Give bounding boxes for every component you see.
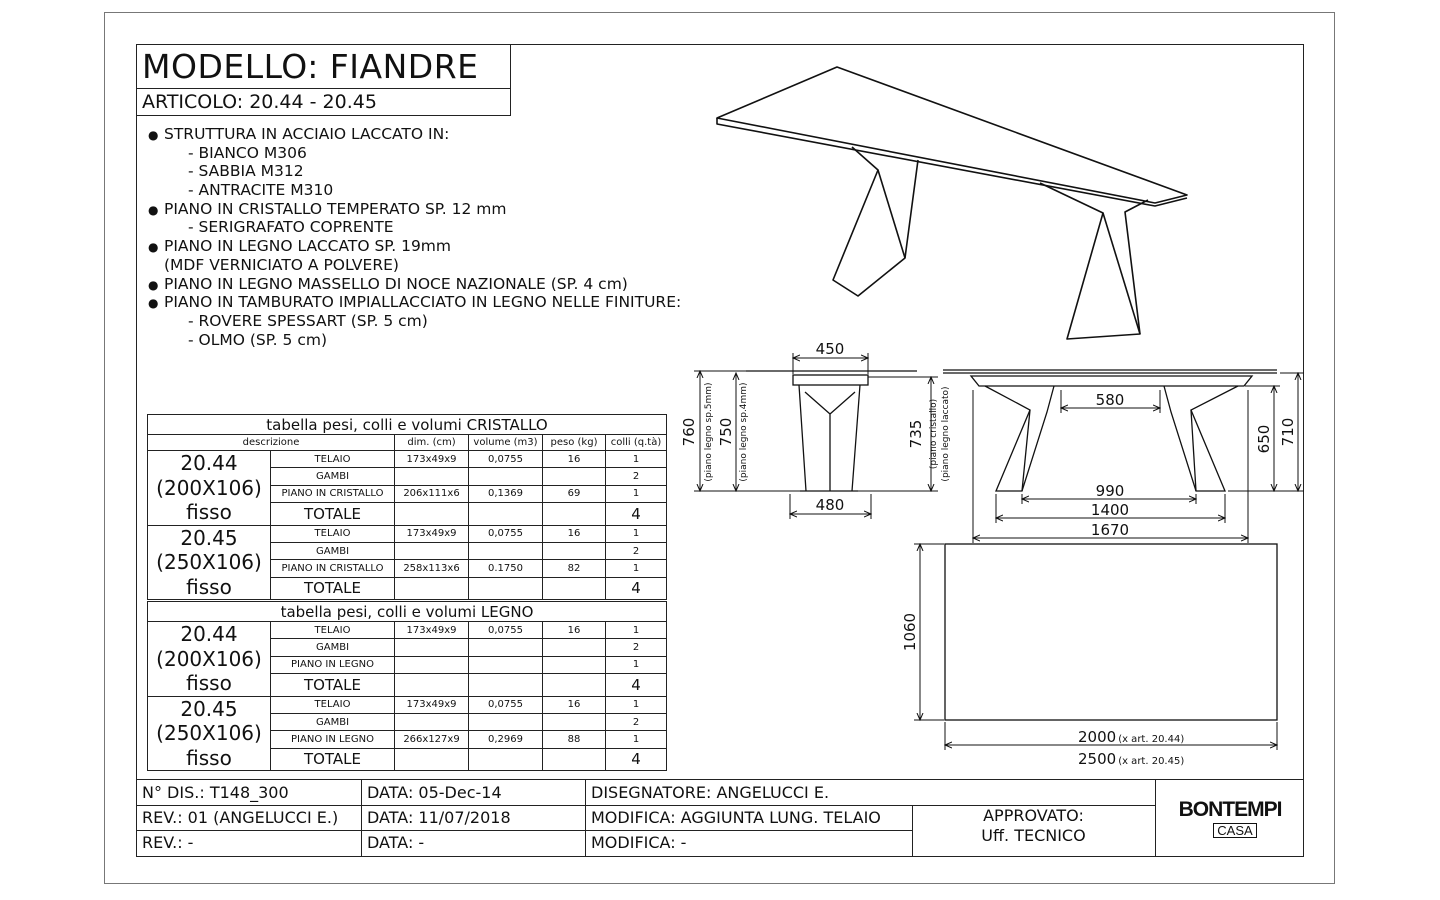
dim-2500: 2500 (x art. 20.45) <box>1078 750 1185 768</box>
total-colli: 4 <box>606 577 667 599</box>
cell-desc: PIANO IN CRISTALLO <box>271 485 395 502</box>
spec-line: ● PIANO IN TAMBURATO IMPIALLACCIATO IN LEGNO NELLE FINITURE: <box>148 293 681 312</box>
dim-735: 735 <box>907 419 925 449</box>
cell-peso: 16 <box>543 525 606 542</box>
cell-desc: GAMBI <box>271 468 395 485</box>
logo-wordmark: BONTEMPI <box>1178 798 1282 821</box>
dim-990: 990 <box>1095 482 1125 500</box>
spec-line: - SERIGRAFATO COPRENTE <box>188 218 394 237</box>
approval-box <box>912 806 1155 846</box>
cell-desc: TELAIO <box>271 696 395 713</box>
group-kind: fisso <box>186 500 232 524</box>
group-size: (250X106) <box>156 721 262 745</box>
revision-1-change: MODIFICA: AGGIUNTA LUNG. TELAIO <box>591 808 881 827</box>
spec-line: - BIANCO M306 <box>188 143 307 162</box>
group-code: 20.44 <box>180 622 238 646</box>
cell-desc: GAMBI <box>271 639 395 656</box>
dim-760: 760 <box>680 417 698 447</box>
footer-top-border <box>136 779 1304 780</box>
note-laccato: (piano legno laccato) <box>941 386 951 482</box>
drawing-number: N° DIS.: T148_300 <box>142 783 289 802</box>
plan-view <box>945 544 1277 720</box>
cell-colli: 1 <box>606 560 667 577</box>
front-view-dimensions <box>973 373 1304 543</box>
col-header-dim: dim. (cm) <box>395 435 469 451</box>
cell-colli: 1 <box>606 525 667 542</box>
cell-colli: 2 <box>606 468 667 485</box>
col-header-descrizione: descrizione <box>148 435 395 451</box>
spec-line: - ROVERE SPESSART (SP. 5 cm) <box>188 311 428 330</box>
spec-line: (MDF VERNICIATO A POLVERE) <box>164 255 399 274</box>
total-colli: 4 <box>606 674 667 696</box>
dim-1060: 1060 <box>901 612 919 652</box>
cell-volume: 0,0755 <box>469 451 543 468</box>
dim-450: 450 <box>815 340 845 358</box>
total-colli: 4 <box>606 503 667 525</box>
revision-2: REV.: - <box>142 833 194 852</box>
cell-volume: 0.1750 <box>469 560 543 577</box>
total-label: TOTALE <box>271 748 395 770</box>
revision-2-date: DATA: - <box>367 833 425 852</box>
cell-desc: PIANO IN LEGNO <box>271 656 395 673</box>
cell-colli: 1 <box>606 656 667 673</box>
cell-dim: 258x113x6 <box>395 560 469 577</box>
cell-desc: TELAIO <box>271 525 395 542</box>
dim-1670: 1670 <box>1090 521 1130 539</box>
group-code: 20.44 <box>180 451 238 475</box>
cell-colli: 1 <box>606 451 667 468</box>
perspective-view <box>717 67 1187 339</box>
col-header-volume: volume (m3) <box>469 435 543 451</box>
col-header-peso: peso (kg) <box>543 435 606 451</box>
group-code: 20.45 <box>180 525 238 550</box>
group-size: (250X106) <box>156 550 262 574</box>
table-caption: tabella pesi, colli e volumi CRISTALLO <box>148 415 667 435</box>
cell-peso: 82 <box>543 560 606 577</box>
front-view <box>943 370 1277 491</box>
approved-by: Uff. TECNICO <box>981 826 1086 845</box>
dim-650: 650 <box>1255 424 1273 454</box>
cell-desc: PIANO IN CRISTALLO <box>271 560 395 577</box>
group-kind: fisso <box>186 574 232 599</box>
designer: DISEGNATORE: ANGELUCCI E. <box>591 783 830 802</box>
article-number: ARTICOLO: 20.44 - 20.45 <box>136 88 511 116</box>
dim-710: 710 <box>1279 417 1297 447</box>
note-4mm: (piano legno sp.4mm) <box>739 382 749 482</box>
cell-colli: 2 <box>606 639 667 656</box>
revision-2-change: MODIFICA: - <box>591 833 687 852</box>
cell-peso: 16 <box>543 622 606 639</box>
spec-line: ● PIANO IN CRISTALLO TEMPERATO SP. 12 mm <box>148 200 681 219</box>
cell-volume: 0,1369 <box>469 485 543 502</box>
group-kind: fisso <box>186 671 232 695</box>
cell-dim: 266x127x9 <box>395 731 469 748</box>
dim-750: 750 <box>717 417 735 447</box>
cell-colli: 1 <box>606 731 667 748</box>
cell-colli: 1 <box>606 485 667 502</box>
col-header-colli: colli (q.tà) <box>606 435 667 451</box>
cell-colli: 2 <box>606 542 667 559</box>
spec-line: ● STRUTTURA IN ACCIAIO LACCATO IN: <box>148 125 681 144</box>
spec-line: - SABBIA M312 <box>188 162 304 181</box>
cell-colli: 1 <box>606 622 667 639</box>
revision-1: REV.: 01 (ANGELUCCI E.) <box>142 808 339 827</box>
dim-580: 580 <box>1095 391 1125 409</box>
cell-desc: PIANO IN LEGNO <box>271 731 395 748</box>
group-code: 20.45 <box>180 696 238 721</box>
cell-desc: GAMBI <box>271 713 395 730</box>
table-caption: tabella pesi, colli e volumi LEGNO <box>148 602 667 622</box>
cell-peso: 69 <box>543 485 606 502</box>
spec-line: ● PIANO IN LEGNO LACCATO SP. 19mm <box>148 237 681 256</box>
group-size: (200X106) <box>156 646 262 671</box>
spec-line: - OLMO (SP. 5 cm) <box>188 330 327 349</box>
dim-1400: 1400 <box>1090 501 1130 519</box>
approved-label: APPROVATO: <box>983 806 1084 825</box>
cell-peso: 16 <box>543 696 606 713</box>
total-label: TOTALE <box>271 674 395 696</box>
total-label: TOTALE <box>271 503 395 525</box>
note-cristallo: (piano cristallo) <box>929 398 939 470</box>
brand-logo <box>1156 800 1304 839</box>
cell-dim: 173x49x9 <box>395 696 469 713</box>
total-colli: 4 <box>606 748 667 770</box>
model-title: MODELLO: FIANDRE <box>136 44 511 89</box>
cell-dim: 206x111x6 <box>395 485 469 502</box>
logo-subtitle: CASA <box>1213 823 1256 838</box>
cell-desc: TELAIO <box>271 622 395 639</box>
cell-peso: 88 <box>543 731 606 748</box>
cell-volume: 0,2969 <box>469 731 543 748</box>
revision-1-date: DATA: 11/07/2018 <box>367 808 511 827</box>
cell-dim: 173x49x9 <box>395 525 469 542</box>
dim-2000: 2000 (x art. 20.44) <box>1078 728 1185 746</box>
cell-dim: 173x49x9 <box>395 451 469 468</box>
cell-colli: 2 <box>606 713 667 730</box>
cell-dim: 173x49x9 <box>395 622 469 639</box>
note-5mm: (piano legno sp.5mm) <box>704 382 714 482</box>
cell-colli: 1 <box>606 696 667 713</box>
cell-peso: 16 <box>543 451 606 468</box>
group-size: (200X106) <box>156 475 262 500</box>
dim-480: 480 <box>815 496 845 514</box>
cell-volume: 0,0755 <box>469 622 543 639</box>
drawing-date: DATA: 05-Dec-14 <box>367 783 502 802</box>
spec-line: - ANTRACITE M310 <box>188 181 334 200</box>
plan-view-dimensions <box>914 544 1277 750</box>
footer-row-line <box>136 830 912 831</box>
group-kind: fisso <box>186 745 232 770</box>
cell-volume: 0,0755 <box>469 696 543 713</box>
spec-line: ● PIANO IN LEGNO MASSELLO DI NOCE NAZIONALE (SP. 4 cm) <box>148 275 681 294</box>
side-view <box>746 371 917 491</box>
total-label: TOTALE <box>271 577 395 599</box>
cell-volume: 0,0755 <box>469 525 543 542</box>
cell-desc: GAMBI <box>271 542 395 559</box>
cell-desc: TELAIO <box>271 451 395 468</box>
